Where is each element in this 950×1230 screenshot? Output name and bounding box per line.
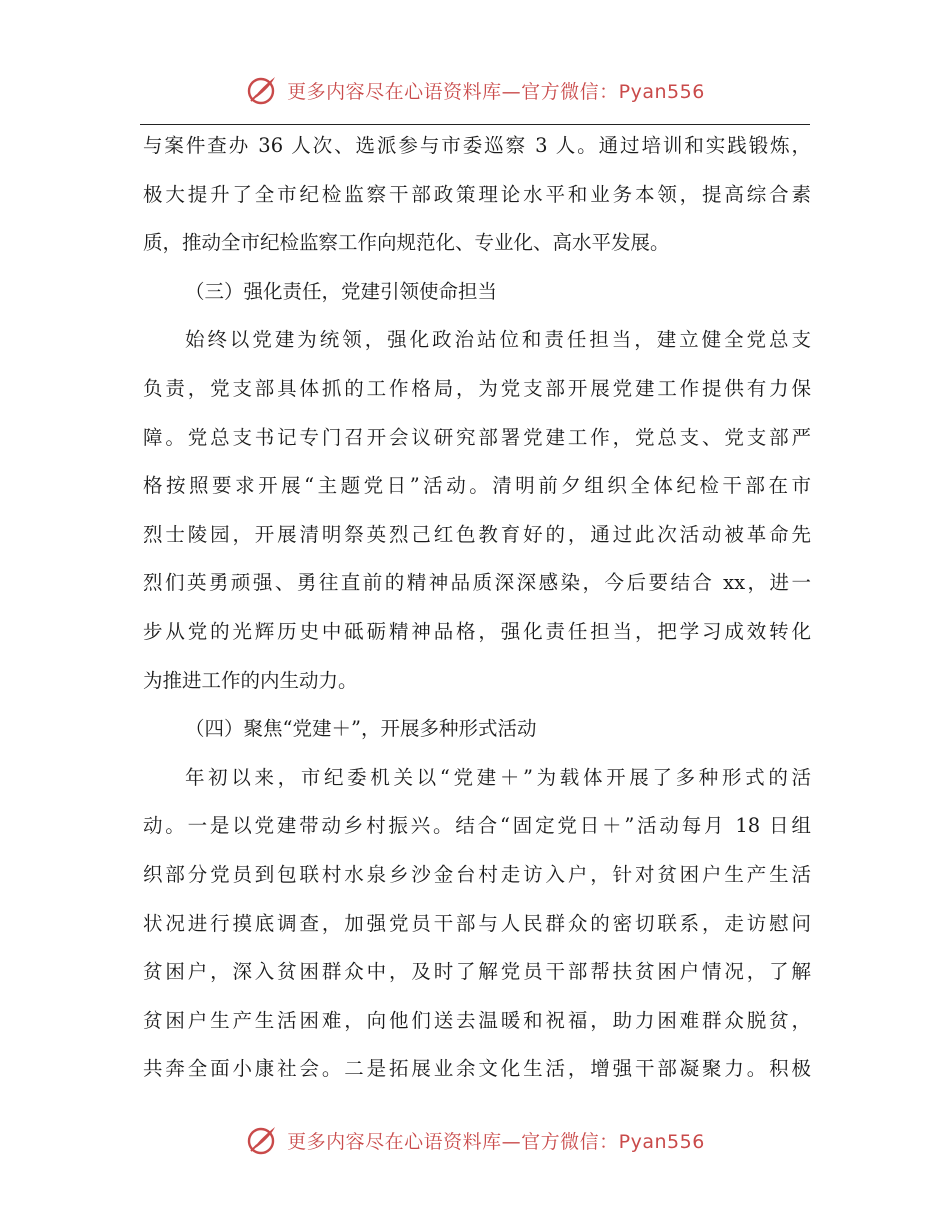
text-line: 年初以来，市纪委机关以“党建＋”为载体开展了多种形式的活: [185, 765, 811, 789]
text-line: 负责，党支部具体抓的工作格局，为党支部开展党建工作提供有力保: [143, 376, 811, 400]
section-heading-3: （三）强化责任，党建引领使命担当: [185, 279, 498, 303]
text-line: 为推进工作的内生动力。: [143, 668, 358, 692]
text-line: 格按照要求开展“主题党日”活动。清明前夕组织全体纪检干部在市: [143, 474, 811, 498]
text-line: 贫困户，深入贫困群众中，及时了解党员干部帮扶贫困户情况，了解: [143, 960, 811, 984]
quill-logo-icon: [245, 73, 279, 107]
header-banner-text: 更多内容尽在心语资料库—官方微信：Pyan556: [287, 80, 705, 103]
text-line: 与案件查办 36 人次、选派参与市委巡察 3 人。通过培训和实践锻炼，: [143, 134, 811, 157]
text-line: 障。党总支书记专门召开会议研究部署党建工作，党总支、党支部严: [143, 425, 811, 449]
text-line: 贫困户生产生活困难，向他们送去温暖和祝福，助力困难群众脱贫，: [143, 1008, 811, 1032]
document-body: [143, 122, 811, 1094]
text-line: 共奔全面小康社会。二是拓展业余文化生活，增强干部凝聚力。积极: [143, 1057, 811, 1081]
footer-banner: [0, 1118, 950, 1162]
text-line: 始终以党建为统领，强化政治站位和责任担当，建立健全党总支: [185, 328, 811, 352]
text-line: 状况进行摸底调查，加强党员干部与人民群众的密切联系，走访慰问: [143, 911, 811, 935]
quill-logo-icon: [245, 1123, 279, 1157]
text-line: 烈们英勇顽强、勇往直前的精神品质深深感染，今后要结合 xx，进一: [143, 571, 811, 595]
text-line: 步从党的光辉历史中砥砺精神品格，强化责任担当，把学习成效转化: [143, 619, 811, 643]
text-line: 烈士陵园，开展清明祭英烈己红色教育好的，通过此次活动被革命先: [143, 522, 811, 546]
text-line: 极大提升了全市纪检监察干部政策理论水平和业务本领，提高综合素: [143, 182, 811, 206]
section-heading-4: （四）聚焦“党建＋”，开展多种形式活动: [185, 717, 537, 741]
text-line: 动。一是以党建带动乡村振兴。结合“固定党日＋”活动每月 18 日组: [143, 814, 811, 838]
footer-banner-text: 更多内容尽在心语资料库—官方微信：Pyan556: [287, 1130, 705, 1153]
text-line: 质，推动全市纪检监察工作向规范化、专业化、高水平发展。: [143, 231, 670, 255]
header-banner: [0, 68, 950, 112]
text-line: 织部分党员到包联村水泉乡沙金台村走访入户，针对贫困户生产生活: [143, 862, 811, 886]
